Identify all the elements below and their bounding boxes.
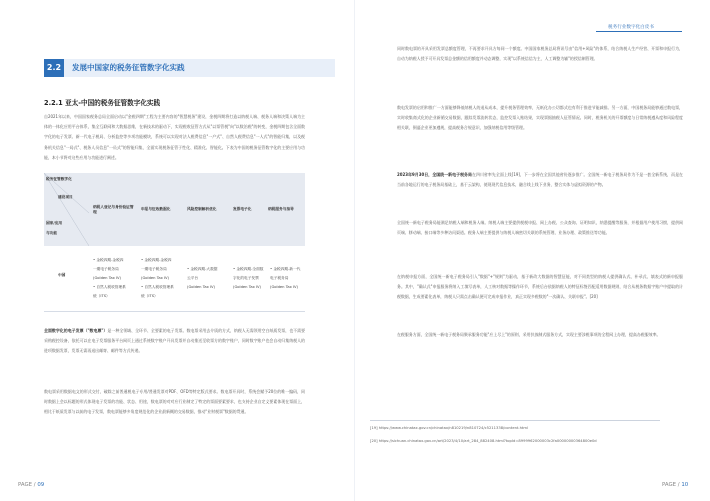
footnotes-rule bbox=[370, 420, 660, 421]
table-cell bbox=[141, 246, 185, 311]
cell-line: 统（ITS） bbox=[93, 294, 110, 298]
page-label: PAGE bbox=[18, 482, 33, 488]
table-cell bbox=[187, 246, 231, 311]
benefits-paragraph: 数电发票的启用和推广一方面能够降低纳税人的退从成本，提升税务管理效率，无纸化办公切都式也有利于推进节能减排。另一方面，中国税务局能够通过数电票，实时收集商式化的企业新循交易数据，跟踪发票流转状态，监控发票入账结果，实现票据抽税人征管情况。同时，税务机关的开票额度与日常纳税遵从度和风险程度相关联，倒逼企业更加遵规，提高税务合规意识，加强纳税信用等级管理。 bbox=[397, 105, 683, 131]
cell-line: 字化的电子发票 bbox=[233, 276, 259, 280]
column-header: 申报与征收数据化 bbox=[141, 207, 171, 211]
running-header: 税务行业数字化白皮书 bbox=[608, 25, 654, 30]
einvoice-lead: 全面数字化的电子发票（"数电票"） bbox=[44, 328, 108, 333]
feature-table bbox=[44, 173, 305, 311]
page-gutter bbox=[354, 0, 355, 501]
table-corner-top: 税务征管数字化 bbox=[46, 177, 72, 181]
e-tax-bureau-body: 在四川省率先全面上线[19]，下一步将在全国其他省份逐步推广。全国统一新电子税务局作为不是一套全新系统，而是在当前各地运行的电子税务局基础上，基于云架构，使现现代信息技术，融合线上线下业务，整合实体与虚拟资源的产物。 bbox=[397, 172, 683, 188]
cell-line: • 金税四期-大数据 bbox=[187, 267, 218, 271]
cell-line: • 金税四期-全面数 bbox=[233, 267, 264, 271]
table-cell bbox=[270, 246, 305, 311]
table-corner-mid: 建设项目 bbox=[58, 195, 73, 199]
page-number-value: 10 bbox=[681, 482, 689, 488]
cell-line: (Golden Tax IV) bbox=[233, 285, 261, 289]
table-country-cell: 中国 bbox=[58, 273, 66, 277]
einvoice-paragraph bbox=[44, 326, 305, 357]
cell-line: • 金税四期-金税四 bbox=[93, 258, 124, 262]
cell-line: (Golden Tax IV) bbox=[141, 276, 169, 280]
cell-line: 一期电子税务局 bbox=[141, 267, 167, 271]
e-tax-bureau-paragraph bbox=[397, 170, 683, 190]
column-header: 纳税服务与指导 bbox=[268, 207, 294, 211]
cell-line: 电子税务局 bbox=[270, 276, 289, 280]
table-cell bbox=[93, 246, 139, 311]
section-title: 发展中国家的税务征管数字化实践 bbox=[72, 63, 185, 72]
left-page-number: PAGE / 09 bbox=[18, 482, 45, 488]
cell-line: • 金税四期-金税四 bbox=[141, 258, 172, 262]
einvoice-body: 是一种全领域、全环节、全要素的电子发票。数电票采用去介质的方式，纳税人无需领用空白纸质发票，也不需要采购税控设备，依托可以在电子发票服务平台网页上通过系统数字账户开具发票并自动推送至收票方的数字账户，同时数字账户也会自动归集纳税人的进项数据发票，发票无需再退出邮寄、邮件等方式传递。 bbox=[44, 328, 306, 354]
section-number: 2.2 bbox=[44, 59, 64, 77]
cell-line: • 自然人税收管理系 bbox=[141, 285, 174, 289]
cell-line: (Golden Tax IV) bbox=[270, 285, 298, 289]
table-corner-bottom2: 与功能 bbox=[46, 231, 58, 235]
terminals-paragraph: 全国统一新电子税务局能满足纳税人端和税务人端。纳税人端主要提供税税申报、网上办税、公众查询、证明知识，纳悉提醒等服务，并根据用户使用习惯，提供网页端、移动端、接口端等多种访问渠道。税务人端主要提供与纳税人端密切关联的系统管理、业务办理、政策推送等功能。 bbox=[397, 220, 683, 236]
footnote-20: [20] https://sichuan.chinatax.gov.cn/art/2023/4/10/art_284_882408.html?topId=8999962000003c2fa00000000364800e0d bbox=[370, 439, 597, 443]
cell-line: 一期电子税务局 bbox=[93, 267, 119, 271]
cell-line: (Golden Tax IV) bbox=[187, 285, 215, 289]
table-corner-bottom: 国家/应用 bbox=[46, 221, 63, 225]
cell-line: • 金税四期-新一代 bbox=[270, 267, 301, 271]
header-rule bbox=[596, 31, 682, 32]
right-page-number: PAGE / 10 bbox=[662, 482, 689, 488]
declaration-paragraph: 在纳税申报方面，全国统一新电子税务局引入"数据"+"规则"为驱动，基于新改大数据的智慧征能，对不同类型的纳税人提供确认式、补录式、填表式的新申报服务。其中，"确认式"申报服务将纳入工填写表单，人工核对数据等操作环节，系统后台依据纳税人的特征标签匹配适用数据规则，结合从税务数据字账户中提取的计税数据，生成要素化表单，纳税人只需点击确认便可完成申报作业，真正实现多税数的"一次确认、关联申报"。[20] bbox=[397, 274, 683, 300]
section-header bbox=[44, 59, 335, 77]
column-header: 发票电子化 bbox=[233, 207, 252, 211]
credit-limit-paragraph: 同时数电票的开具采用发票总额度管理，不再要求开具方每同一个额度。中国国家税务总局将讯号由"信用+风险"的体系，结合纳税人生产经营、开票和申报行为，自动为纳税人授予可开具发票总金额的信用额度并动态调整，实现"以系统信信为主，人工调整为辅"的授信制管理。 bbox=[397, 46, 683, 62]
cell-line: 云平台 bbox=[187, 276, 199, 280]
e-tax-bureau-lead: 2023年9月30日，全国统一新电子税务局 bbox=[397, 172, 472, 177]
service-paragraph: 在税服务方面，全国统一新电子税务局聚承服务功能"应上尽上"的原则，采用扶放制式服务方式，实现主要涉税事项的全程网上办理，提高办税服效率。 bbox=[397, 332, 661, 337]
intro-paragraph: 自2021年以来，中国国家税务总局全面启动以"金税四期"工程为主要内容的"智慧税务"建设，金税四期将打造以纳税人端、税务人端和决策人端为主体的一体化应用平台体系，集全互联网和大数据思维，在新技术的驱动下，实现税收征管方式从"以票管税"向"以数治税"的转变，金税四期包含全面数字化的电子发票、新一代电子税局、分析监控等多项功能模块，系统可以实现对法人税费信息"一户式"、自然人税费信息"一人式"的智能归集，以及税务机关信息"一局式"、税务人员信息"一员式"的智能归集，全面实现税务征管于性化、精准化、智能化。下表为中国的税务征管数字化的主要应用与功能，本小节将对这些应用与功能进行阐述。 bbox=[44, 114, 305, 160]
cell-line: • 自然人税收管理系 bbox=[93, 285, 126, 289]
column-header: 风险控制解析优化 bbox=[187, 207, 217, 211]
einvoice-format-paragraph: 数电票采用数据电文的形式交付，破除之前普通税电子专用/普通发票对PDF、OFD等特定版式要求。数电票开具时，系统会赋予20位的唯一编码，同时数据上会以标题的形式体现电子发票的功能、状态、用途，数电票的对对应行业制定了特定的票面要素要求，也支持企业自定义要素体现在票面上，相比于纸质发票与以前的电子发票，数电票能够多角度规范化的企业最新概的交易数据，推动"业财税票"数据的贯通。 bbox=[44, 389, 305, 415]
page-number-value: 09 bbox=[37, 482, 45, 488]
cell-line: 统（ITS） bbox=[141, 294, 158, 298]
table-cell bbox=[233, 246, 269, 311]
subsection-title: 2.2.1 亚太-中国的税务征管数字化实践 bbox=[44, 99, 161, 107]
footnote-19: [19] https://www.chinatax.gov.cn/chinatax/n810219/n810724/c5211338/content.html bbox=[370, 426, 528, 430]
column-header: 纳税人登记与身份验证管理 bbox=[93, 204, 134, 214]
cell-line: (Golden Tax IV) bbox=[93, 276, 121, 280]
page-label: PAGE bbox=[662, 482, 677, 488]
